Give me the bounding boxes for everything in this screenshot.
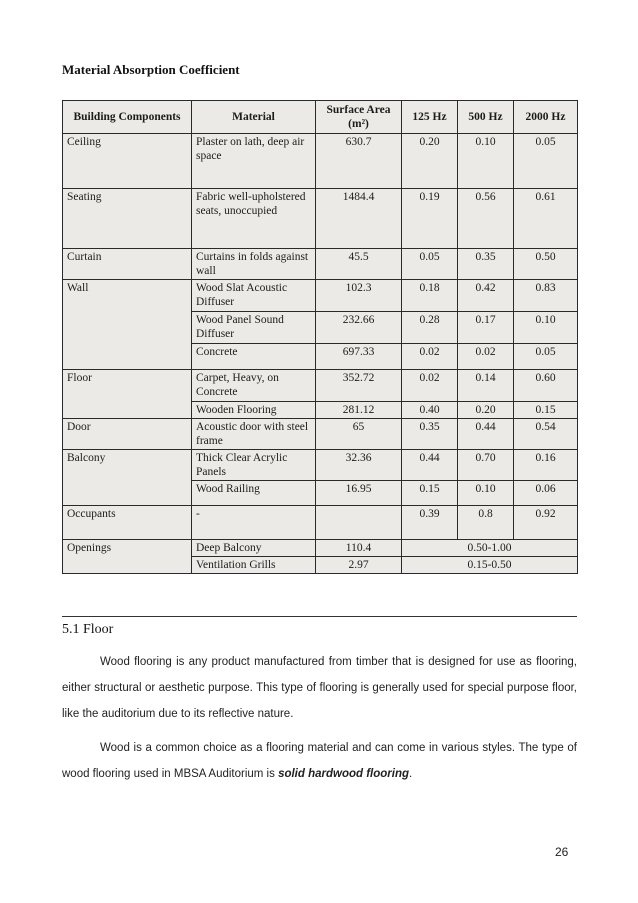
cell-500hz: 0.17 xyxy=(458,312,514,344)
table-row xyxy=(63,506,578,540)
table-row xyxy=(63,450,578,481)
cell-2000hz: 0.05 xyxy=(514,134,578,189)
cell-500hz: 0.10 xyxy=(458,134,514,189)
table-row xyxy=(63,249,578,280)
cell-125hz: 0.40 xyxy=(402,402,458,419)
cell-2000hz: 0.16 xyxy=(514,450,578,481)
table-row xyxy=(63,189,578,249)
cell-500hz: 0.14 xyxy=(458,370,514,402)
cell-area: 281.12 xyxy=(316,402,402,419)
cell-500hz: 0.70 xyxy=(458,450,514,481)
cell-2000hz: 0.05 xyxy=(514,344,578,370)
cell-2000hz: 0.15 xyxy=(514,402,578,419)
cell-material: Fabric well-upholstered seats, unoccupied xyxy=(192,189,316,249)
cell-500hz: 0.8 xyxy=(458,506,514,540)
absorption-table xyxy=(62,100,578,574)
cell-component: Openings xyxy=(63,540,192,574)
cell-material: Carpet, Heavy, on Concrete xyxy=(192,370,316,402)
header-125hz: 125 Hz xyxy=(402,101,458,134)
section-divider xyxy=(62,616,577,617)
cell-component: Door xyxy=(63,419,192,450)
cell-material: Concrete xyxy=(192,344,316,370)
cell-125hz: 0.20 xyxy=(402,134,458,189)
page-number: 26 xyxy=(555,845,569,859)
cell-area: 16.95 xyxy=(316,481,402,506)
cell-area: 32.36 xyxy=(316,450,402,481)
cell-material: Wood Slat Acoustic Diffuser xyxy=(192,280,316,312)
cell-2000hz: 0.06 xyxy=(514,481,578,506)
cell-2000hz: 0.50 xyxy=(514,249,578,280)
cell-125hz: 0.05 xyxy=(402,249,458,280)
cell-material: - xyxy=(192,506,316,540)
header-material: Material xyxy=(192,101,316,134)
header-500hz: 500 Hz xyxy=(458,101,514,134)
cell-area: 2.97 xyxy=(316,557,402,574)
cell-125hz: 0.28 xyxy=(402,312,458,344)
table-row xyxy=(63,370,578,402)
cell-125hz: 0.18 xyxy=(402,280,458,312)
table-row xyxy=(63,419,578,450)
table-row xyxy=(63,134,578,189)
cell-500hz: 0.02 xyxy=(458,344,514,370)
cell-2000hz: 0.54 xyxy=(514,419,578,450)
cell-component: Seating xyxy=(63,189,192,249)
paragraph-1-text: Wood flooring is any product manufactured from timber that is designed for use as flooring, either structural or aesthetic purpose. This type of flooring is generally used for special purpose floor, like the auditorium due to its reflective nature. xyxy=(62,656,577,720)
cell-material: Acoustic door with steel frame xyxy=(192,419,316,450)
cell-125hz: 0.35 xyxy=(402,419,458,450)
cell-500hz: 0.42 xyxy=(458,280,514,312)
cell-125hz: 0.15 xyxy=(402,481,458,506)
cell-area: 65 xyxy=(316,419,402,450)
header-area: Surface Area (m²) xyxy=(316,101,402,134)
paragraph-2 xyxy=(62,735,577,787)
cell-material: Plaster on lath, deep air space xyxy=(192,134,316,189)
cell-component: Ceiling xyxy=(63,134,192,189)
paragraph-2-end: . xyxy=(409,768,413,780)
cell-500hz: 0.44 xyxy=(458,419,514,450)
cell-component: Floor xyxy=(63,370,192,419)
cell-500hz: 0.10 xyxy=(458,481,514,506)
cell-125hz: 0.02 xyxy=(402,344,458,370)
cell-500hz: 0.35 xyxy=(458,249,514,280)
cell-2000hz: 0.10 xyxy=(514,312,578,344)
cell-material: Wood Railing xyxy=(192,481,316,506)
cell-material: Wood Panel Sound Diffuser xyxy=(192,312,316,344)
table-row xyxy=(63,280,578,312)
cell-coefficient-range: 0.15-0.50 xyxy=(402,557,578,574)
cell-area: 630.7 xyxy=(316,134,402,189)
cell-area: 45.5 xyxy=(316,249,402,280)
cell-area: 1484.4 xyxy=(316,189,402,249)
cell-2000hz: 0.61 xyxy=(514,189,578,249)
cell-500hz: 0.20 xyxy=(458,402,514,419)
cell-coefficient-range: 0.50-1.00 xyxy=(402,540,578,557)
cell-125hz: 0.44 xyxy=(402,450,458,481)
cell-material: Deep Balcony xyxy=(192,540,316,557)
cell-125hz: 0.19 xyxy=(402,189,458,249)
cell-material: Thick Clear Acrylic Panels xyxy=(192,450,316,481)
table-header-row xyxy=(63,101,578,134)
cell-area: 697.33 xyxy=(316,344,402,370)
cell-component: Curtain xyxy=(63,249,192,280)
table-row xyxy=(63,540,578,557)
cell-material: Curtains in folds against wall xyxy=(192,249,316,280)
paragraph-1 xyxy=(62,649,577,727)
table-heading: Material Absorption Coefficient xyxy=(62,62,240,77)
paragraph-2-text: Wood is a common choice as a flooring material and can come in various styles. The type of wood flooring used in MBSA Auditorium is xyxy=(62,742,577,780)
paragraph-2-emphasis: solid hardwood flooring xyxy=(278,768,410,780)
cell-area: 110.4 xyxy=(316,540,402,557)
cell-material: Ventilation Grills xyxy=(192,557,316,574)
cell-500hz: 0.56 xyxy=(458,189,514,249)
cell-component: Occupants xyxy=(63,506,192,540)
cell-125hz: 0.39 xyxy=(402,506,458,540)
cell-area: 232.66 xyxy=(316,312,402,344)
cell-125hz: 0.02 xyxy=(402,370,458,402)
cell-area: 352.72 xyxy=(316,370,402,402)
absorption-table-scan xyxy=(62,100,577,571)
cell-2000hz: 0.92 xyxy=(514,506,578,540)
cell-2000hz: 0.83 xyxy=(514,280,578,312)
header-2000hz: 2000 Hz xyxy=(514,101,578,134)
cell-2000hz: 0.60 xyxy=(514,370,578,402)
header-components: Building Components xyxy=(63,101,192,134)
section-title: 5.1 Floor xyxy=(62,622,114,637)
cell-area: 102.3 xyxy=(316,280,402,312)
cell-material: Wooden Flooring xyxy=(192,402,316,419)
cell-component: Balcony xyxy=(63,450,192,506)
cell-component: Wall xyxy=(63,280,192,370)
cell-area xyxy=(316,506,402,540)
